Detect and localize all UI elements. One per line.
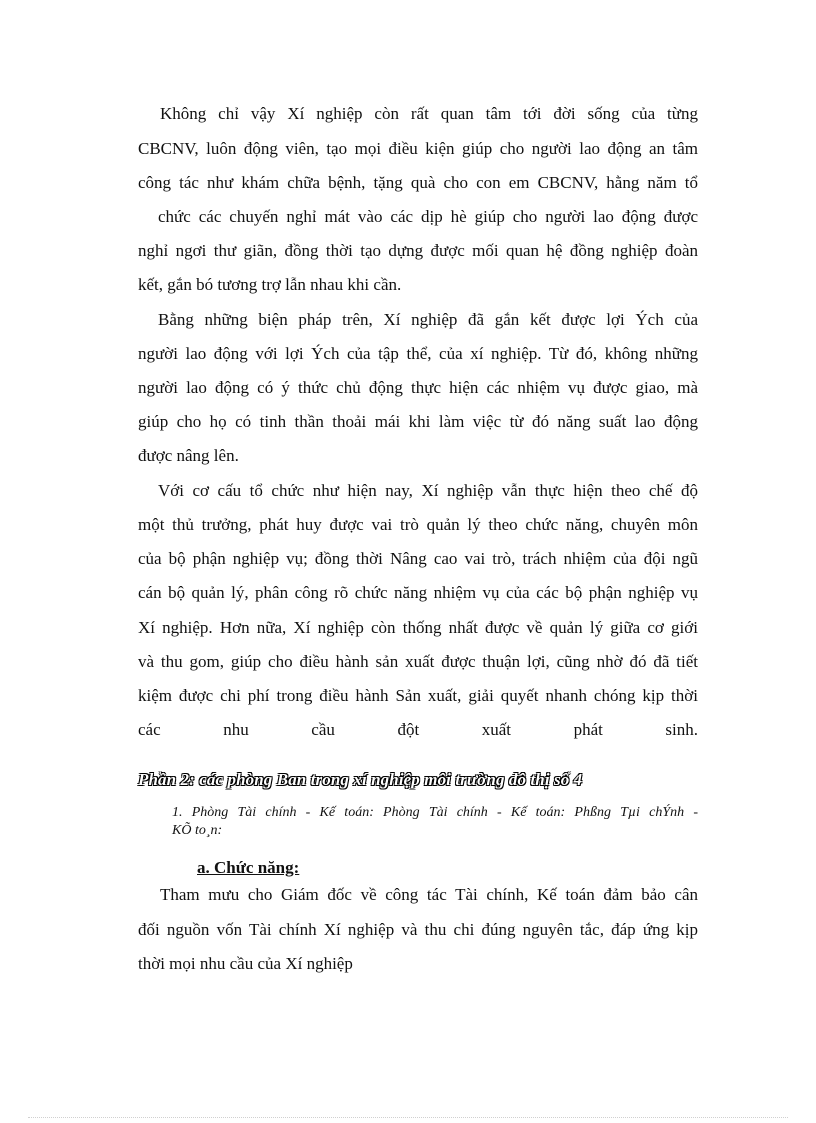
paragraph-3-line: cán bộ quản lý, phân công rõ chức năng nhiệm vụ của các bộ phận nghiệp vụ xyxy=(138,583,698,602)
paragraph-3-line: Xí nghiệp. Hơn nữa, Xí nghiệp còn thống nhất được về quản lý giữa cơ giới xyxy=(138,618,698,637)
paragraph-3-line: một thủ trưởng, phát huy được vai trò quản lý theo chức năng, chuyên môn xyxy=(138,515,698,534)
paragraph-2-line: người lao động có ý thức chủ động thực hiện các nhiệm vụ được giao, mà xyxy=(138,378,698,397)
paragraph-2-line: giúp cho họ có tinh thần thoải mái khi làm việc từ đó năng suất lao động xyxy=(138,412,698,431)
paragraph-1-line: CBCNV, luôn động viên, tạo mọi điều kiện giúp cho người lao động an tâm xyxy=(138,139,698,158)
paragraph-3-line: của bộ phận nghiệp vụ; đồng thời Nâng cao vai trò, trách nhiệm của đội ngũ xyxy=(138,549,698,568)
subheading-line: KÕ to¸n: xyxy=(172,823,223,838)
paragraph-2-line: được nâng lên. xyxy=(138,446,239,465)
section-line: đối nguồn vốn Tài chính Xí nghiệp và thu chi đúng nguyên tắc, đáp ứng kịp xyxy=(138,920,698,939)
paragraph-1-line: chức các chuyến nghỉ mát vào các dịp hè giúp cho người lao động được xyxy=(158,207,698,226)
paragraph-3-line: các nhu cầu đột xuất phát sinh. xyxy=(138,720,698,739)
paragraph-3-line: Với cơ cấu tổ chức như hiện nay, Xí nghiệp vẫn thực hiện theo chế độ xyxy=(158,481,698,500)
paragraph-3-line: và thu gom, giúp cho điều hành sản xuất được thuận lợi, cũng nhờ đó đã tiết xyxy=(138,652,698,671)
section-title: a. Chức năng: xyxy=(197,858,300,877)
paragraph-1-line: công tác như khám chữa bệnh, tặng quà cho con em CBCNV, hằng năm tổ xyxy=(138,173,698,192)
paragraph-2-line: Bằng những biện pháp trên, Xí nghiệp đã gắn kết được lợi Ých của xyxy=(158,310,698,329)
paragraph-3-line: kiệm được chi phí trong điều hành Sản xuất, giải quyết nhanh chóng kịp thời xyxy=(138,686,698,705)
part-heading: Phần 2: các phòng Ban trong xí nghiệp môi trường đô thị số 4 xyxy=(138,770,583,789)
subheading-line: 1. Phòng Tài chính - Kế toán: Phòng Tài chính - Kế toán: Phßng Tµi chÝnh - xyxy=(172,805,698,820)
paragraph-2-line: người lao động với lợi Ých của tập thể, của xí nghiệp. Từ đó, không những xyxy=(138,344,698,363)
footer-divider xyxy=(28,1117,788,1118)
paragraph-1-line: kết, gắn bó tương trợ lẫn nhau khi cần. xyxy=(138,275,402,294)
section-line: Tham mưu cho Giám đốc về công tác Tài chính, Kế toán đảm bảo cân xyxy=(160,885,698,904)
paragraph-1-line: nghỉ ngơi thư giãn, đồng thời tạo dựng được mối quan hệ đồng nghiệp đoàn xyxy=(138,241,698,260)
paragraph-1-line: Không chỉ vậy Xí nghiệp còn rất quan tâm tới đời sống của từng xyxy=(160,104,698,123)
section-line: thời mọi nhu cầu của Xí nghiệp xyxy=(138,954,353,973)
